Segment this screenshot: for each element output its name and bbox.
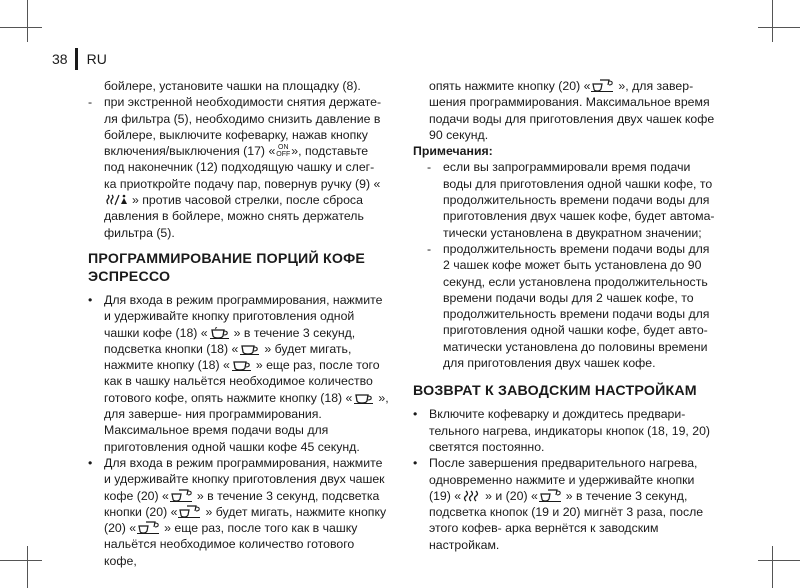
item-text: » в течение 3 секунд, подсветка кнопки (18) « xyxy=(104,325,356,356)
two-cups-icon xyxy=(178,505,204,518)
crop-mark xyxy=(27,546,28,588)
one-cup-icon xyxy=(239,343,263,355)
item-text: при экстренной необходимости снятия держате- ля фильтра (5), необходимо снизить давление в бойлере, выключите кофеварку, нажав кнопку включения/выключения (17) « xyxy=(104,95,382,159)
item-text: Для входа в режим программирования, нажмите и удерживайте кнопку приготовления двух чашек кофе (20) « xyxy=(104,455,385,503)
bullet-item xyxy=(88,292,390,455)
item-text: Для входа в режим программирования, нажмите и удерживайте кнопку приготовления одной чашки кофе (18) « xyxy=(104,292,383,340)
item-text: », для заверше- ния программирования. Максимальное время подачи воды для приготовления одной чашки кофе 45 секунд. xyxy=(104,390,389,454)
steam-icon xyxy=(105,194,131,206)
dash-marker: - xyxy=(427,241,432,256)
item-text: » против часовой стрелки, после сброса давления в бойлере, можно снять держатель фильтра (5). xyxy=(104,193,364,240)
one-cup-icon xyxy=(209,327,233,339)
right-column xyxy=(413,78,715,553)
dash-marker: - xyxy=(88,95,93,110)
item-text: » еще раз, после того как в чашку нальётся необходимое количество готового кофе, xyxy=(104,521,358,568)
item-text: » будет мигать, нажмите кнопку (20) « xyxy=(104,504,387,536)
dash-item xyxy=(88,94,390,241)
crop-mark xyxy=(0,27,42,28)
bullet-marker: • xyxy=(413,407,418,422)
item-text: если вы запрограммировали время подачи воды для приготовления одной чашки кофе, то продолжительность времени подачи воды для приготовления двух чашек кофе, будет автома- тически установлена в двукратном значении; xyxy=(443,160,715,240)
crop-mark xyxy=(0,560,42,561)
paragraph xyxy=(413,78,715,143)
dash-item xyxy=(413,159,715,240)
bullet-marker: • xyxy=(88,292,93,307)
crop-mark xyxy=(758,560,800,561)
crop-mark xyxy=(772,546,773,588)
item-text: » в течение 3 секунд, подсветка кнопки (20) « xyxy=(104,488,380,519)
item-text: После завершения предварительного нагрева, одновременно нажмите и удерживайте кнопки (19) « xyxy=(429,456,698,503)
item-text: » и (20) « xyxy=(485,488,538,503)
crop-mark xyxy=(772,0,773,42)
bullet-marker: • xyxy=(413,456,418,471)
language-code: RU xyxy=(86,51,107,67)
on-off-icon: ON OFF xyxy=(276,144,291,159)
two-cups-icon xyxy=(591,79,617,92)
paragraph-text: », для завер- шения программирования. Максимальное время подачи воды для приготовления двух чашек кофе 90 секунд. xyxy=(429,79,715,142)
steam-icon xyxy=(462,490,484,502)
paragraph xyxy=(88,78,390,94)
crop-mark xyxy=(27,0,28,42)
item-text: продолжительность времени подачи воды для 2 чашек кофе может быть установлена до 90 секунд, если установлена продолжительность времени подачи воды для 2 чашек кофе, то продолжительность времени подачи воды для приготовления одной чашки кофе, будет авто- матически установлена до половины времени для приготовления двух чашек кофе. xyxy=(443,241,710,371)
item-text: » будет мигать, нажмите кнопку (18) « xyxy=(104,341,352,373)
bullet-item xyxy=(413,406,715,455)
dash-marker: - xyxy=(427,160,432,175)
bullet-item xyxy=(88,455,390,569)
section-heading: ПРОГРАММИРОВАНИЕ ПОРЦИЙ КОФЕ ЭСПРЕССО xyxy=(88,250,366,285)
notes-title: Примечания: xyxy=(413,144,493,159)
two-cups-icon xyxy=(170,489,196,502)
one-cup-icon xyxy=(353,392,377,404)
paragraph-text: опять нажмите кнопку (20) « xyxy=(429,79,591,93)
left-column xyxy=(88,78,390,569)
two-cups-icon xyxy=(137,521,163,534)
dash-item xyxy=(413,241,715,371)
bullet-marker: • xyxy=(88,455,93,470)
two-cups-icon xyxy=(539,489,565,502)
item-text: » еще раз, после того как в чашку нальётся необходимое количество готового кофе, опять нажмите кнопку (18) « xyxy=(104,358,380,405)
paragraph-text: бойлере, установите чашки на площадку (8). xyxy=(104,79,361,93)
header-divider xyxy=(75,48,78,70)
page-number: 38 xyxy=(52,51,68,67)
crop-mark xyxy=(758,27,800,28)
page-header xyxy=(52,48,107,70)
item-text: Включите кофеварку и дождитесь предвари- тельного нагрева, индикаторы кнопок (18, 19, 20) светятся постоянно. xyxy=(429,407,711,454)
item-text: » в течение 3 секунд, подсветка кнопок (19 и 20) мигнёт 3 раза, после этого кофев- арка вернётся к заводским настройкам. xyxy=(429,488,704,552)
one-cup-icon xyxy=(231,359,255,371)
bullet-item xyxy=(413,455,715,553)
section-heading: ВОЗВРАТ К ЗАВОДСКИМ НАСТРОЙКАМ xyxy=(413,383,697,400)
item-text: », подставьте под наконечник (12) подходящую чашку и слег- ка приоткройте подачу пар, повернув ручку (9) « xyxy=(104,144,381,191)
